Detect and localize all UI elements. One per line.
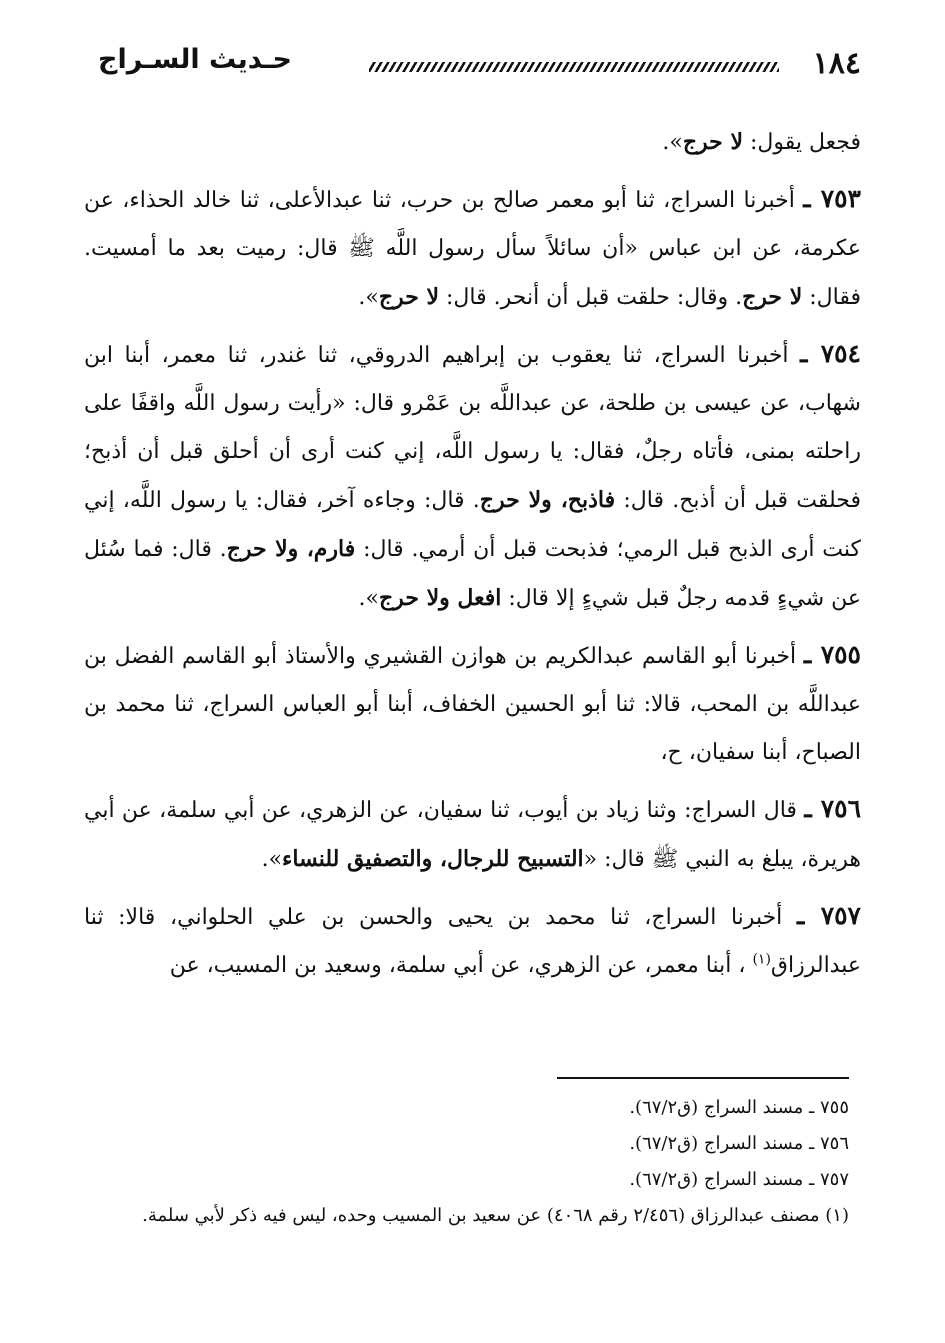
footnote-item: ٧٥٧ ـ مسند السراج (ق٦٧/٢).	[629, 1169, 849, 1190]
text-run: أخبرنا السراج، ثنا محمد بن يحيى والحسن بن علي الحلواني، قالا: ثنا عبدالرزاق	[84, 905, 861, 978]
hadith-number: ٧٥٦ ـ	[804, 794, 862, 823]
running-title: حـديث السـراج	[98, 44, 293, 75]
page-header	[98, 40, 861, 86]
prophetic-saying: لا حرج	[378, 284, 440, 310]
text-run: ».	[358, 285, 379, 310]
text-run: قال السراج: وثنا زياد بن أيوب، ثنا سفيان، عن الزهري، عن أبي سلمة، عن أبي هريرة، يبلغ به النبي ﷺ قال: «	[84, 798, 861, 872]
text-run: ، أبنا معمر، عن الزهري، عن أبي سلمة، وسعيد بن المسيب، عن	[169, 953, 753, 978]
footnote-marker: (١)	[752, 951, 771, 968]
text-run: ».	[358, 586, 379, 611]
hadith-paragraph	[84, 892, 861, 990]
hadith-number: ٧٥٣ ـ	[803, 184, 861, 213]
prophetic-saying: التسبيح للرجال، والتصفيق للنساء	[282, 846, 584, 872]
text-run: . وقال: حلقت قبل أن أنحر. قال:	[439, 285, 743, 310]
hadith-number: ٧٥٤ ـ	[800, 339, 861, 368]
text-run: فجعل يقول:	[743, 130, 861, 155]
text-run: . قال: وجاءه آخر، فقال: يا رسول اللَّه، إني كنت أرى الذبح قبل الرمي؛ فذبحت قبل أن أرمي. قال:	[84, 488, 862, 562]
hadith-paragraph	[84, 175, 861, 322]
hadith-paragraph	[84, 330, 861, 623]
prophetic-saying: فاذبح، ولا حرج	[479, 487, 616, 513]
hadith-paragraph	[84, 631, 861, 777]
text-run: ».	[662, 130, 683, 155]
main-text	[84, 118, 861, 998]
prophetic-saying: لا حرج	[682, 129, 743, 155]
text-run: أخبرنا السراج، ثنا يعقوب بن إبراهيم الدروقي، ثنا غندر، ثنا معمر، أبنا ابن شهاب، عن عيسى بن طلحة، عن عبداللَّه بن عَمْرو قال: «رأيت رسول اللَّه واقفًا على راحلته بمنى، فأتاه رجلٌ، فقال: يا رسول اللَّه، إني كنت أرى أن أحلق قبل أن أذبح؛ فحلقت قبل أن أذبح. قال:	[84, 343, 861, 513]
text-run: أخبرنا السراج، ثنا أبو معمر صالح بن حرب، ثنا عبدالأعلى، ثنا خالد الحذاء، عن عكرمة، عن ابن عباس «أن سائلاً سأل رسول اللَّه ﷺ قال: رميت بعد ما أمسيت. فقال:	[84, 188, 861, 310]
hadith-number: ٧٥٧ ـ	[796, 901, 861, 930]
page-number: ١٨٤	[812, 46, 861, 81]
footnote-item: ٧٥٦ ـ مسند السراج (ق٦٧/٢).	[629, 1133, 849, 1154]
footnotes	[84, 1090, 849, 1234]
hadith-number: ٧٥٥ ـ	[803, 640, 861, 669]
prophetic-saying: فارم، ولا حرج	[226, 536, 356, 562]
hadith-paragraph	[84, 785, 861, 884]
text-run: . قال: فما سُئل عن شيءٍ قدمه رجلٌ قبل شيءٍ إلا قال:	[84, 537, 861, 611]
text-run: ».	[261, 847, 283, 872]
prophetic-saying: افعل ولا حرج	[378, 585, 502, 611]
prophetic-saying: لا حرج	[742, 284, 803, 310]
hadith-paragraph	[84, 118, 861, 167]
footnote-separator	[557, 1077, 849, 1079]
header-decorative-rule	[369, 62, 779, 72]
footnote-item: (١) مصنف عبدالرزاق (٢/٤٥٦ رقم ٤٠٦٨) عن سعيد بن المسيب وحده، ليس فيه ذكر لأبي سلمة.	[142, 1205, 849, 1226]
footnote-item: ٧٥٥ ـ مسند السراج (ق٦٧/٢).	[629, 1097, 849, 1118]
text-run: أخبرنا أبو القاسم عبدالكريم بن هوازن القشيري والأستاذ أبو القاسم الفضل بن عبداللَّه بن المحب، قالا: ثنا أبو الحسين الخفاف، أبنا أبو العباس السراج، ثنا محمد بن الصباح، أبنا سفيان، ح،	[84, 644, 861, 765]
